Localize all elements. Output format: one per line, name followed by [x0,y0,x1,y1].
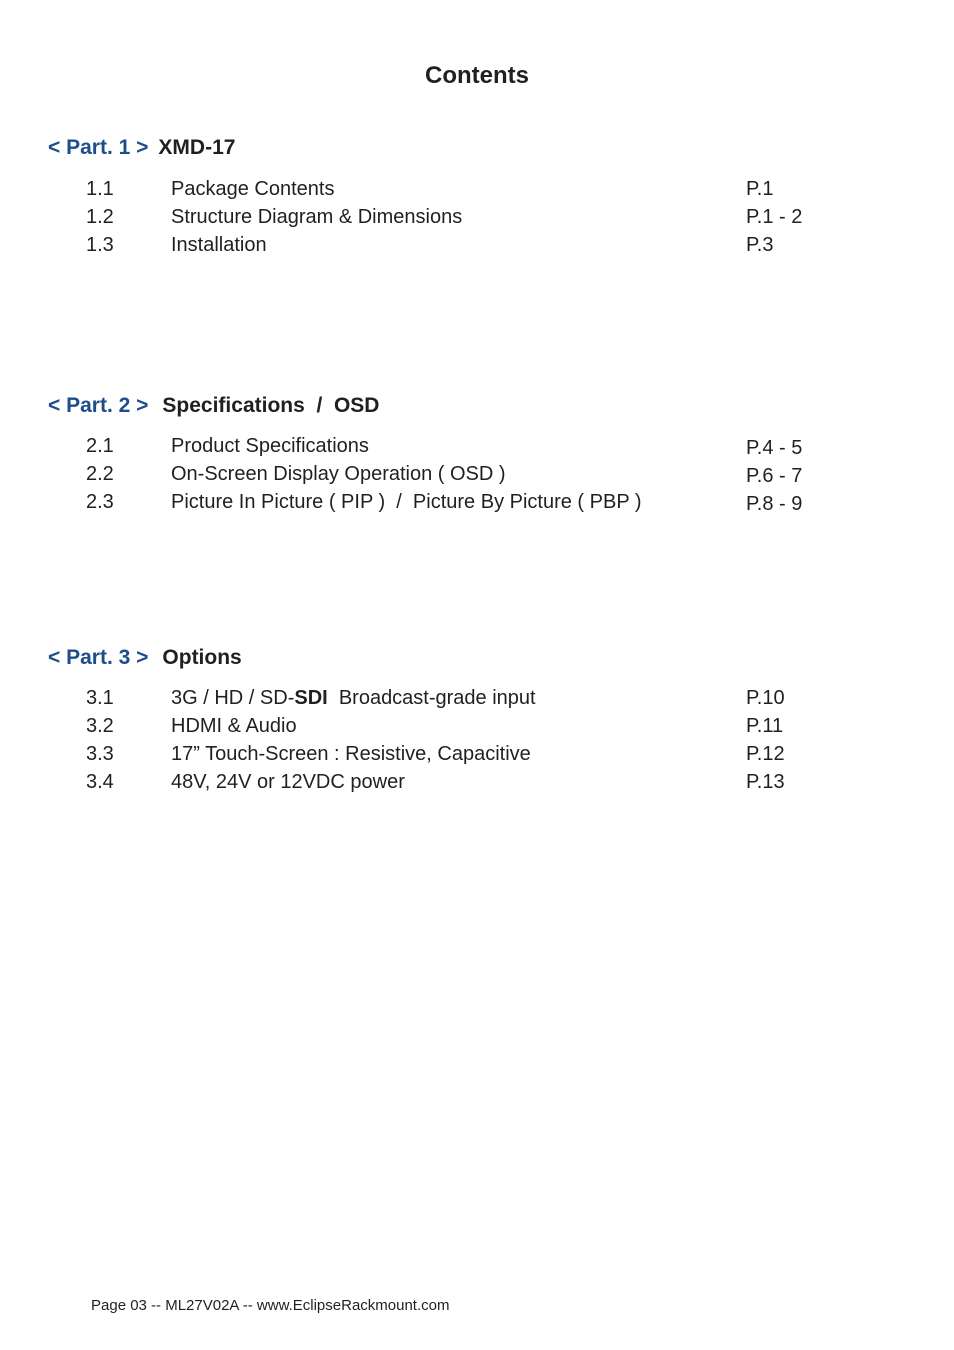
toc-row-3-2 [0,715,954,743]
toc-row-1-1 [0,178,954,206]
part-3-title: Options [162,646,242,669]
toc-label: Structure Diagram & Dimensions [171,206,463,228]
toc-label: 48V, 24V or 12VDC power [171,771,405,793]
toc-label-bold: SDI [294,687,328,709]
toc-page: P.1 - 2 [746,206,803,228]
toc-label: Installation [171,234,267,256]
toc-page: P.11 [746,715,784,737]
toc-label [171,687,536,710]
toc-number: 2.2 [86,463,114,485]
toc-row-2-2 [0,463,954,491]
toc-label: Package Contents [171,178,335,200]
toc-page: P.1 [746,178,774,200]
part-2-tag: < Part. 2 > [48,394,149,417]
toc-label: On-Screen Display Operation ( OSD ) [171,463,506,485]
part-3-heading [48,646,242,670]
toc-label-prefix: 3G / HD / SD- [171,687,295,709]
part-2-heading [48,394,379,418]
page-footer: Page 03 -- ML27V02A -- www.EclipseRackmount.com [91,1297,450,1314]
toc-label: HDMI & Audio [171,715,297,737]
page-title: Contents [425,62,529,89]
toc-row-2-3 [0,491,954,519]
part-2-title: Specifications / OSD [162,394,380,417]
toc-number: 3.1 [86,687,114,709]
toc-page: P.13 [746,771,785,793]
toc-number: 1.2 [86,206,114,228]
toc-page: P.12 [746,743,785,765]
toc-page: P.10 [746,687,785,709]
part-1-title: XMD-17 [158,136,236,159]
toc-page: P.6 - 7 [746,465,803,487]
toc-number: 1.3 [86,234,114,256]
part-1-heading [48,136,235,160]
toc-number: 3.2 [86,715,114,737]
toc-number: 2.3 [86,491,114,513]
part-1-tag: < Part. 1 > [48,136,149,159]
toc-number: 2.1 [86,435,114,457]
toc-number: 1.1 [86,178,114,200]
toc-row-3-3 [0,743,954,771]
toc-label: 17” Touch-Screen : Resistive, Capacitive [171,743,531,765]
toc-number: 3.4 [86,771,114,793]
part-3-tag: < Part. 3 > [48,646,149,669]
toc-label: Picture In Picture ( PIP ) / Picture By Picture ( PBP ) [171,491,642,513]
toc-page: P.3 [746,234,774,256]
toc-label-suffix: Broadcast-grade input [327,687,536,709]
toc-row-3-1 [0,687,954,715]
toc-number: 3.3 [86,743,114,765]
toc-row-2-1 [0,435,954,463]
toc-row-1-3 [0,234,954,262]
toc-label: Product Specifications [171,435,369,457]
toc-row-1-2 [0,206,954,234]
toc-row-3-4 [0,771,954,799]
toc-page: P.4 - 5 [746,437,803,459]
toc-page: P.8 - 9 [746,493,803,515]
